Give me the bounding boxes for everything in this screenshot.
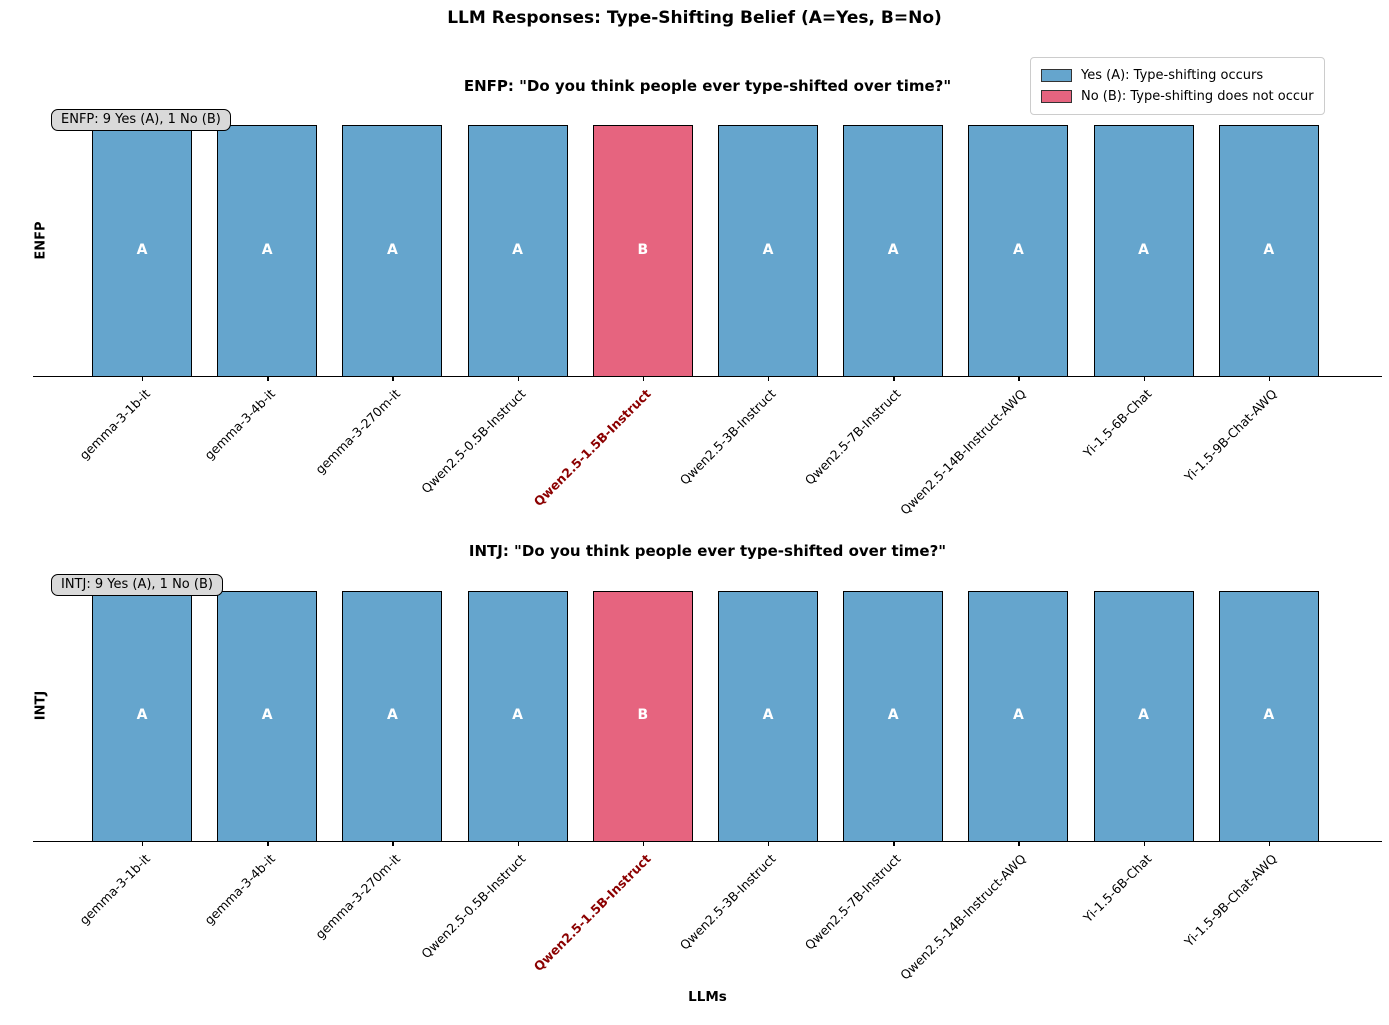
x-tick-label-gemma-3-4b-it: gemma-3-4b-it	[201, 851, 278, 928]
x-tick	[893, 841, 894, 846]
x-tick-label-Yi-1.5-9B-Chat-AWQ: Yi-1.5-9B-Chat-AWQ	[1181, 851, 1280, 950]
x-tick-label-Qwen2.5-7B-Instruct: Qwen2.5-7B-Instruct	[802, 386, 904, 488]
legend-label-yes: Yes (A): Type-shifting occurs	[1081, 68, 1264, 83]
x-tick	[768, 376, 769, 381]
x-tick	[518, 841, 519, 846]
bar-enfp-gemma-3-270m-it	[342, 125, 442, 376]
legend-swatch-yes	[1041, 69, 1072, 82]
bar-response-letter: A	[136, 707, 148, 723]
bar-response-letter: A	[512, 241, 524, 258]
x-tick-label-gemma-3-270m-it: gemma-3-270m-it	[312, 386, 404, 477]
legend	[1030, 57, 1325, 115]
y-axis-label-intj: INTJ	[33, 690, 49, 721]
x-tick-label-Yi-1.5-6B-Chat: Yi-1.5-6B-Chat	[1080, 386, 1155, 461]
x-tick	[392, 841, 393, 846]
x-axis-label: LLMs	[688, 989, 727, 1005]
x-tick	[518, 376, 519, 381]
bar-intj-Qwen2.5-14B-Instruct-AWQ	[968, 591, 1068, 841]
x-tick-label-Qwen2.5-3B-Instruct: Qwen2.5-3B-Instruct	[676, 851, 779, 953]
x-tick	[893, 376, 894, 381]
x-tick	[643, 841, 644, 846]
x-tick-label-gemma-3-1b-it: gemma-3-1b-it	[75, 851, 153, 928]
bar-enfp-gemma-3-1b-it	[92, 125, 192, 376]
bar-response-letter: A	[386, 707, 398, 723]
bar-intj-gemma-3-1b-it	[92, 591, 192, 841]
x-tick-label-Qwen2.5-1.5B-Instruct: Qwen2.5-1.5B-Instruct	[530, 851, 654, 975]
bar-enfp-gemma-3-4b-it	[217, 125, 317, 376]
annotation-intj: INTJ: 9 Yes (A), 1 No (B)	[51, 574, 223, 596]
bar-response-letter: B	[637, 241, 649, 258]
x-tick	[1269, 376, 1270, 381]
x-tick-label-Yi-1.5-9B-Chat-AWQ: Yi-1.5-9B-Chat-AWQ	[1181, 386, 1280, 485]
x-tick-label-Qwen2.5-7B-Instruct: Qwen2.5-7B-Instruct	[802, 851, 904, 953]
bar-response-letter: A	[136, 241, 148, 258]
bar-response-letter: A	[1138, 707, 1150, 723]
bar-intj-Yi-1.5-9B-Chat-AWQ	[1219, 591, 1319, 841]
bar-response-letter: A	[1263, 241, 1275, 258]
x-tick-label-Yi-1.5-6B-Chat: Yi-1.5-6B-Chat	[1080, 851, 1155, 926]
x-tick-label-Qwen2.5-0.5B-Instruct: Qwen2.5-0.5B-Instruct	[417, 851, 529, 962]
x-tick-label-Qwen2.5-0.5B-Instruct: Qwen2.5-0.5B-Instruct	[417, 386, 529, 497]
bar-enfp-Qwen2.5-3B-Instruct	[718, 125, 818, 376]
bar-response-letter: B	[637, 707, 649, 723]
bar-response-letter: A	[762, 241, 774, 258]
annotation-enfp: ENFP: 9 Yes (A), 1 No (B)	[51, 109, 231, 131]
bar-response-letter: A	[887, 241, 899, 258]
bar-response-letter: A	[1012, 707, 1024, 723]
bar-response-letter: A	[261, 707, 273, 723]
bar-enfp-Qwen2.5-7B-Instruct	[843, 125, 943, 376]
y-axis-label-enfp: ENFP	[33, 221, 49, 260]
x-tick	[1144, 376, 1145, 381]
bar-response-letter: A	[386, 241, 398, 258]
plot-area-enfp	[33, 103, 1382, 518]
x-tick	[1269, 841, 1270, 846]
bar-intj-Qwen2.5-3B-Instruct	[718, 591, 818, 841]
legend-item-no	[1041, 86, 1314, 107]
x-tick	[392, 376, 393, 381]
x-tick	[267, 841, 268, 846]
bar-intj-Qwen2.5-1.5B-Instruct	[593, 591, 693, 841]
x-tick-label-Qwen2.5-14B-Instruct-AWQ: Qwen2.5-14B-Instruct-AWQ	[897, 386, 1030, 518]
x-tick	[1018, 841, 1019, 846]
bar-enfp-Yi-1.5-9B-Chat-AWQ	[1219, 125, 1319, 376]
plot-area-intj	[33, 568, 1382, 983]
x-tick-label-Qwen2.5-14B-Instruct-AWQ: Qwen2.5-14B-Instruct-AWQ	[897, 851, 1030, 983]
bar-enfp-Yi-1.5-6B-Chat	[1094, 125, 1194, 376]
bar-response-letter: A	[1138, 241, 1150, 258]
x-tick	[142, 841, 143, 846]
x-tick	[1018, 376, 1019, 381]
bar-intj-gemma-3-270m-it	[342, 591, 442, 841]
legend-swatch-no	[1041, 90, 1072, 103]
x-tick-label-gemma-3-270m-it: gemma-3-270m-it	[312, 851, 404, 942]
bar-response-letter: A	[762, 707, 774, 723]
bar-intj-gemma-3-4b-it	[217, 591, 317, 841]
bar-response-letter: A	[1012, 241, 1024, 258]
subplot-title-intj: INTJ: "Do you think people ever type-shifted over time?"	[468, 542, 947, 560]
figure-title: LLM Responses: Type-Shifting Belief (A=Yes, B=No)	[447, 8, 942, 28]
legend-label-no: No (B): Type-shifting does not occur	[1081, 89, 1314, 104]
legend-item-yes	[1041, 65, 1314, 86]
x-tick-label-gemma-3-4b-it: gemma-3-4b-it	[201, 386, 278, 463]
x-tick-label-Qwen2.5-1.5B-Instruct: Qwen2.5-1.5B-Instruct	[530, 386, 654, 510]
x-tick	[768, 841, 769, 846]
subplot-title-enfp: ENFP: "Do you think people ever type-shifted over time?"	[463, 77, 952, 95]
bar-response-letter: A	[512, 707, 524, 723]
bar-response-letter: A	[261, 241, 273, 258]
x-tick	[643, 376, 644, 381]
bar-intj-Qwen2.5-7B-Instruct	[843, 591, 943, 841]
x-tick-label-gemma-3-1b-it: gemma-3-1b-it	[75, 386, 153, 463]
bar-enfp-Qwen2.5-0.5B-Instruct	[468, 125, 568, 376]
x-tick	[1144, 841, 1145, 846]
x-tick	[267, 376, 268, 381]
bar-intj-Yi-1.5-6B-Chat	[1094, 591, 1194, 841]
bar-enfp-Qwen2.5-1.5B-Instruct	[593, 125, 693, 376]
bar-response-letter: A	[887, 707, 899, 723]
x-tick-label-Qwen2.5-3B-Instruct: Qwen2.5-3B-Instruct	[676, 386, 779, 488]
bar-response-letter: A	[1263, 707, 1275, 723]
x-tick	[142, 376, 143, 381]
bar-intj-Qwen2.5-0.5B-Instruct	[468, 591, 568, 841]
bar-enfp-Qwen2.5-14B-Instruct-AWQ	[968, 125, 1068, 376]
